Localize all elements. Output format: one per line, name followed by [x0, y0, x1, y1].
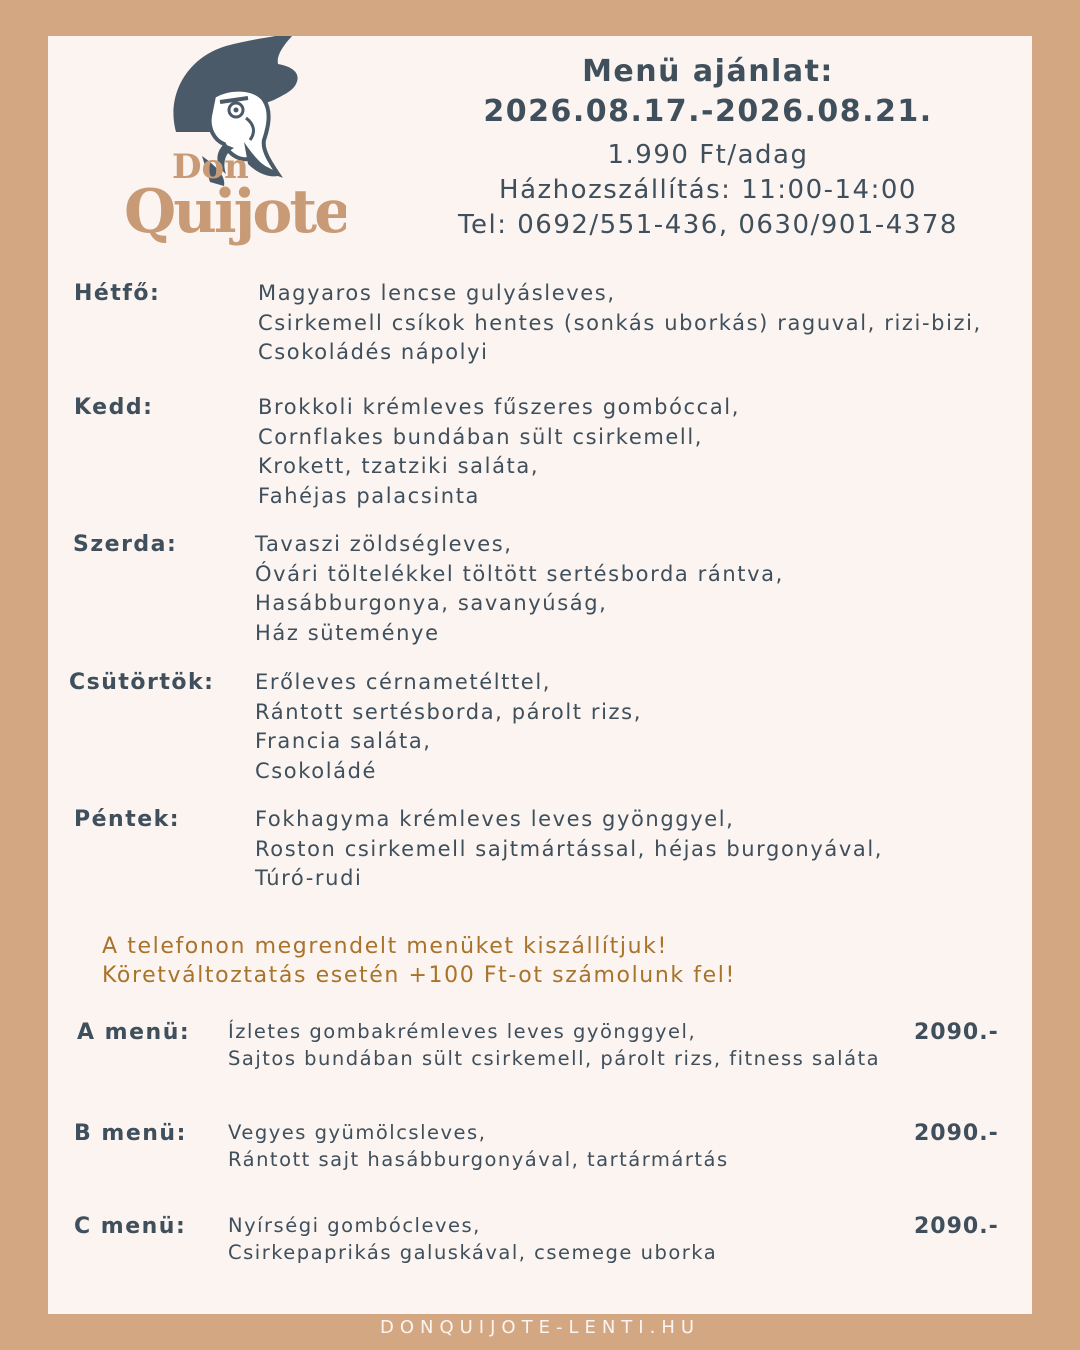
menu-price: 2090.-: [914, 1020, 999, 1045]
dish-line: Magyaros lencse gulyásleves,: [258, 281, 616, 305]
dish-line: Krokett, tzatziki saláta,: [258, 454, 540, 478]
dish-line: Csirkemell csíkok hentes (sonkás uborkás) raguval, rizi-bizi,: [258, 310, 982, 335]
menu-item-line: Sajtos bundában sült csirkemell, párolt rizs, fitness saláta: [228, 1046, 881, 1070]
dish-line: Francia saláta,: [255, 729, 432, 753]
dish-line: Brokkoli krémleves fűszeres gombóccal,: [258, 395, 740, 419]
menu-name: B menü:: [74, 1121, 187, 1146]
dish-line: Hasábburgonya, savanyúság,: [255, 591, 608, 615]
dish-line: Tavaszi zöldségleves,: [255, 532, 513, 556]
day-name: Hétfő:: [74, 281, 161, 306]
dish-line: Erőleves cérnametélttel,: [255, 670, 552, 694]
menu-title: Menü ajánlat:: [582, 54, 834, 89]
dish-line: Ház süteménye: [255, 620, 440, 645]
don-quijote-logo: [106, 36, 346, 286]
dish-line: Csokoládé: [255, 758, 378, 783]
dish-line: Csokoládés nápolyi: [258, 340, 489, 364]
menu-item-line: Vegyes gyümölcsleves,: [228, 1121, 487, 1144]
day-name: Szerda:: [73, 532, 178, 557]
phone-numbers: Tel: 0692/551-436, 0630/901-4378: [458, 210, 958, 240]
menu-name: C menü:: [74, 1214, 187, 1239]
don-quijote-face-icon: [106, 36, 346, 286]
menu-item-line: Rántott sajt hasábburgonyával, tartármártás: [228, 1147, 729, 1171]
menu-header: [448, 52, 968, 243]
menu-dates: 2026.08.17.-2026.08.21.: [483, 94, 933, 129]
dish-line: Fokhagyma krémleves leves gyönggyel,: [255, 807, 735, 831]
dish-line: Rántott sertésborda, párolt rizs,: [255, 699, 642, 724]
website-link[interactable]: DONQUIJOTE-LENTI.HU: [379, 1317, 701, 1338]
dish-line: Fahéjas palacsinta: [258, 483, 481, 508]
menu-items: [228, 1213, 717, 1266]
day-name: Kedd:: [74, 395, 154, 420]
day-name: Péntek:: [74, 807, 181, 832]
menu-card: [48, 36, 1032, 1314]
menu-items: [228, 1120, 729, 1173]
menu-price: 2090.-: [914, 1214, 999, 1239]
notice-line: Köretváltoztatás esetén +100 Ft-ot számolunk fel!: [102, 963, 736, 988]
dish-line: Roston csirkemell sajtmártással, héjas burgonyával,: [255, 836, 884, 861]
day-name: Csütörtök:: [69, 670, 215, 695]
menu-price-per-portion: 1.990 Ft/adag: [607, 140, 809, 170]
delivery-notice: [102, 932, 736, 990]
menu-item-line: Ízletes gombakrémleves leves gyönggyel,: [228, 1020, 697, 1043]
menu-item-line: Nyírségi gombócleves,: [228, 1214, 481, 1237]
dish-line: Túró-rudi: [255, 866, 363, 890]
menu-price: 2090.-: [914, 1121, 999, 1146]
dish-line: Cornflakes bundában sült csirkemell,: [258, 424, 704, 449]
menu-name: A menü:: [77, 1020, 191, 1045]
menu-item-line: Csirkepaprikás galuskával, csemege uborka: [228, 1240, 718, 1264]
notice-line: A telefonon megrendelt menüket kiszállítjuk!: [102, 934, 668, 959]
delivery-hours: Házhozszállítás: 11:00-14:00: [499, 175, 917, 205]
menu-items: [228, 1019, 880, 1072]
logo-text-don: Don: [172, 147, 249, 187]
logo-text-quijote: Quijote: [124, 177, 346, 247]
dish-line: Óvári töltelékkel töltött sertésborda rántva,: [255, 561, 784, 586]
